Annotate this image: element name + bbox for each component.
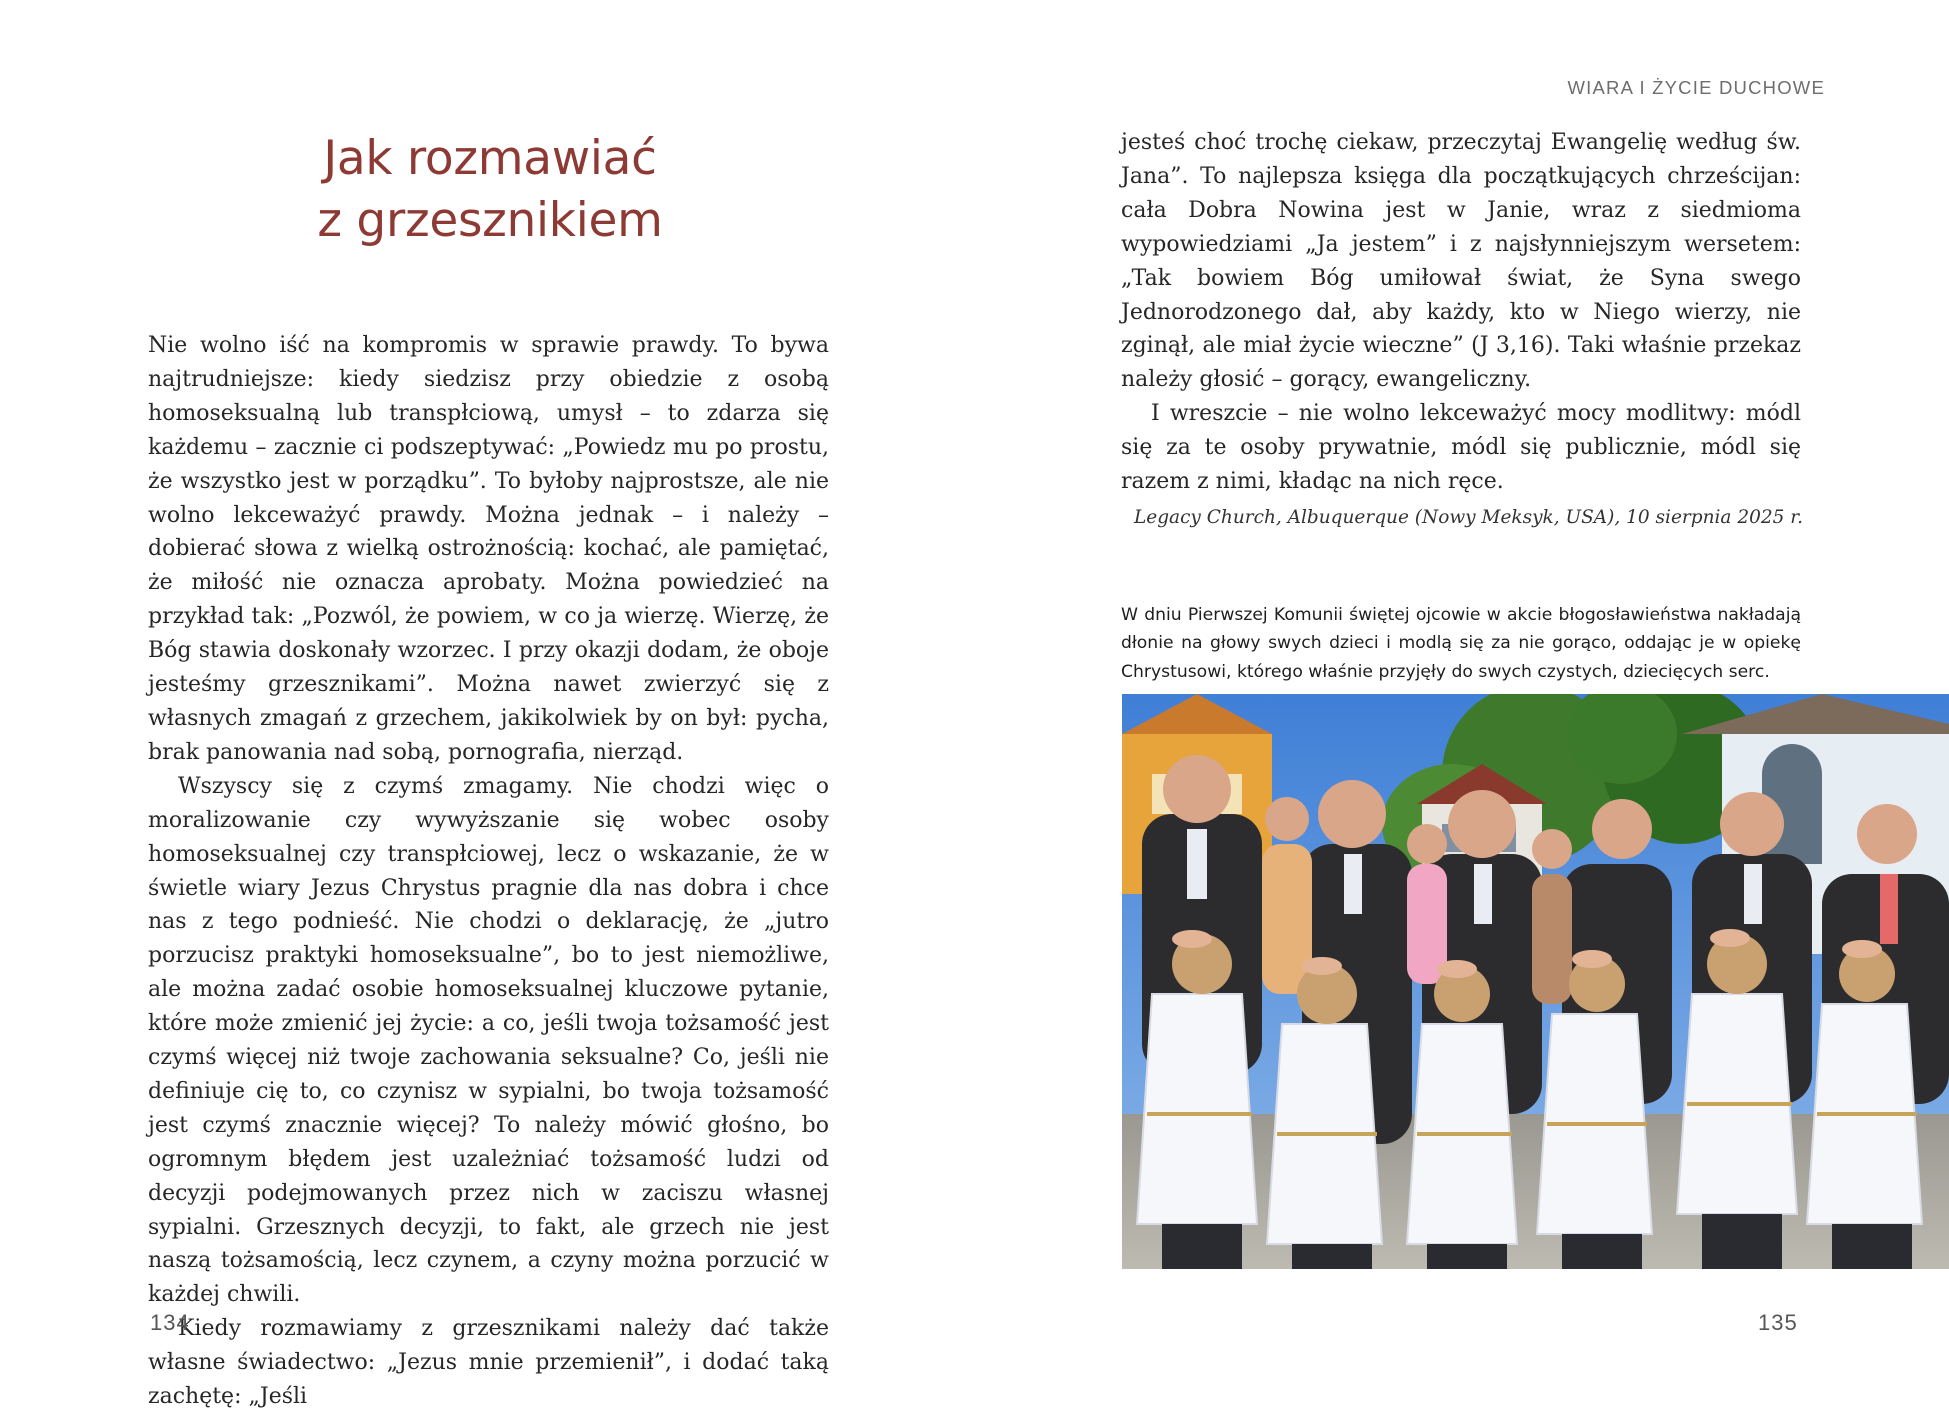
page-number-left: 134 [150,1310,190,1335]
first-communion-blessing-photo [1122,694,1949,1269]
paragraph: Nie wolno iść na kompromis w sprawie prawdy. To bywa najtrudniejsze: kiedy siedzisz przy obiedzie z osobą homoseksualną lub transpłciową, umysł – to zdarza się każdemu – zacznie ci podszeptywać: „Powiedz mu po prostu, że wszystko jest w porządku”. To byłoby najprostsze, ale nie wolno lekceważyć prawdy. Można jednak – i należy – dobierać słowa z wielką ostrożnością: kochać, ale pamiętać, że miłość nie oznacza aprobaty. Można powiedzieć na przykład tak: „Pozwól, że powiem, w co ja wierzę. Wierzę, że Bóg stawia doskonały wzorzec. I przy okazji dodam, że oboje jesteśmy grzesznikami”. Można nawet zwierzyć się z własnych zmagań z grzechem, jakikolwiek by on był: pycha, brak panowania nad sobą, pornografia, nierząd. [148,333,829,765]
paragraph: Wszyscy się z czymś zmagamy. Nie chodzi więc o moralizowanie czy wywyższanie się wobec osoby homoseksualnej czy transpłciowej, lecz o wskazanie, że w świetle wiary Jezus Chrystus pragnie dla nas dobra i chce nas z tego podnieść. Nie chodzi o deklarację, że „jutro porzucisz praktyki homoseksualne”, bo to jest niemożliwe, ale można zadać osobie homoseksualnej kluczowe pytanie, które może zmienić jej życie: a co, jeśli twoja tożsamość jest czymś więcej niż twoje zachowania seksualne? Co, jeśli nie definiuje cię to, co czynisz w sypialni, bo twoja tożsamość jest czymś znacznie więcej? To należy mówić głośno, bo ogromnym błędem jest uzależniać tożsamość ludzi od decyzji podejmowanych przez nich w zaciszu własnej sypialni. Grzesznych decyzji, to fakt, ale grzech nie jest naszą tożsamością, lecz czynem, a czyny można porzucić w każdej chwili. [148,773,829,1308]
first-communion-photo [1122,694,1949,1269]
chapter-title-line-2: z grzesznikiem [317,193,663,248]
right-body-text [1121,126,1801,499]
chapter-title [200,128,780,252]
left-page [0,0,974,1410]
chapter-title-line-1: Jak rozmawiać [323,131,657,186]
running-head: WIARA I ŻYCIE DUCHOWE [1567,77,1825,98]
left-body-text [148,329,829,1414]
photo-caption: W dniu Pierwszej Komunii świętej ojcowie w akcie błogosławieństwa nakładają dłonie na głowy swych dzieci i modlą się za nie gorąco, oddając je w opiekę Chrystusowi, którego właśnie przyjęły do swych czystych, dziecięcych serc. [1121,605,1801,682]
paragraph: jesteś choć trochę ciekaw, przeczytaj Ewangelię według św. Jana”. To najlepsza księga dla początkujących chrześcijan: cała Dobra Nowina jest w Janie, wraz z siedmioma wypowiedziami „Ja jestem” i z najsłynniejszym wersetem: „Tak bowiem Bóg umiłował świat, że Syna swego Jednorodzonego dał, aby każdy, kto w Niego wierzy, nie zginął, ale miał życie wieczne” (J 3,16). Taki właśnie przekaz należy głosić – gorący, ewangeliczny. [1121,130,1801,393]
paragraph: Kiedy rozmawiamy z grzesznikami należy dać także własne świadectwo: „Jezus mnie przemienił”, i dodać taką zachętę: „Jeśli [148,1316,829,1410]
paragraph: I wreszcie – nie wolno lekceważyć mocy modlitwy: módl się za te osoby prywatnie, módl się publicznie, módl się razem z nimi, kładąc na nich ręce. [1121,401,1801,495]
source-attribution: Legacy Church, Albuquerque (Nowy Meksyk, USA), 10 sierpnia 2025 r. [1133,507,1803,528]
page-number-right: 135 [1758,1310,1798,1335]
